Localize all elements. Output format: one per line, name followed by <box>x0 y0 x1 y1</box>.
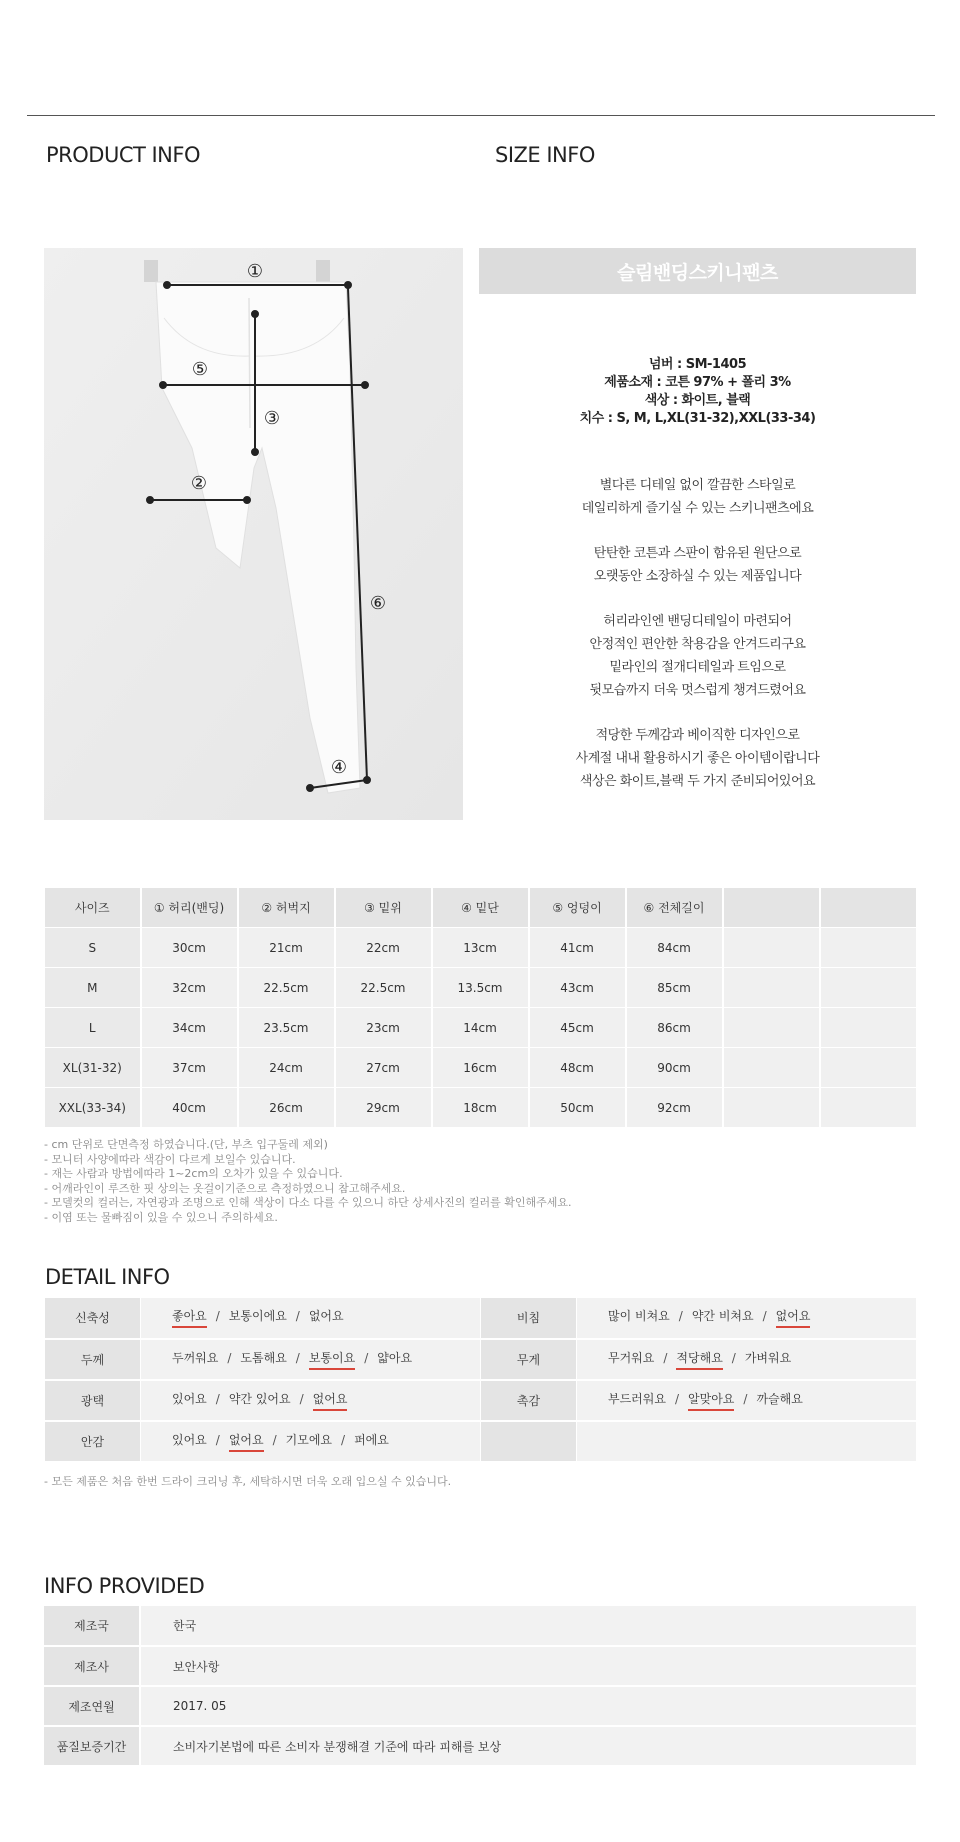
size-header: ⑤ 엉덩이 <box>529 888 626 928</box>
note-line: - 모니터 사양에따라 색감이 다르게 보일수 있습니다. <box>44 1152 296 1166</box>
table-cell: 23.5cm <box>238 1008 335 1048</box>
table-cell: 26cm <box>238 1088 335 1128</box>
label-4: ④ <box>330 757 348 778</box>
detail-options <box>141 1298 481 1339</box>
detail-info-heading: DETAIL INFO <box>45 1265 170 1289</box>
detail-options <box>141 1421 481 1462</box>
detail-option: 있어요 <box>172 1391 207 1406</box>
note-line: - 어깨라인이 루즈한 핏 상의는 옷걸이기준으로 측정하였으니 참고해주세요. <box>44 1181 406 1195</box>
size-table-header <box>45 888 917 928</box>
detail-label: 신축성 <box>45 1298 141 1339</box>
detail-options <box>141 1380 481 1421</box>
detail-option: 약간 비쳐요 <box>691 1309 754 1324</box>
table-cell <box>820 968 917 1008</box>
table-cell: 85cm <box>626 968 723 1008</box>
detail-label <box>481 1421 577 1462</box>
table-row <box>45 1008 917 1048</box>
size-header: ② 허벅지 <box>238 888 335 928</box>
table-row <box>44 1726 916 1766</box>
option-separator: / <box>227 1350 232 1365</box>
table-cell: XXL(33-34) <box>45 1088 141 1128</box>
detail-label: 무게 <box>481 1339 577 1380</box>
table-cell: 13cm <box>432 928 529 968</box>
table-cell <box>723 1048 820 1088</box>
size-header: 사이즈 <box>45 888 141 928</box>
detail-option-selected: 없어요 <box>313 1390 348 1411</box>
table-cell <box>723 928 820 968</box>
table-cell: 43cm <box>529 968 626 1008</box>
option-separator: / <box>295 1309 300 1324</box>
detail-row <box>45 1298 917 1339</box>
detail-label: 광택 <box>45 1380 141 1421</box>
care-note: - 모든 제품은 처음 한번 드라이 크리닝 후, 세탁하시면 더욱 오래 입으실 수 있습니다. <box>44 1475 452 1488</box>
table-row <box>44 1606 916 1646</box>
detail-row <box>45 1380 917 1421</box>
option-separator: / <box>674 1391 680 1406</box>
detail-options <box>577 1339 917 1380</box>
table-cell: 23cm <box>335 1008 432 1048</box>
table-cell: 16cm <box>432 1048 529 1088</box>
table-cell: 13.5cm <box>432 968 529 1008</box>
note-line: - 이염 또는 물빠짐이 있을 수 있으니 주의하세요. <box>44 1210 278 1224</box>
table-cell: S <box>45 928 141 968</box>
detail-option: 얇아요 <box>377 1350 413 1365</box>
detail-option: 까슬해요 <box>756 1391 803 1406</box>
size-header <box>723 888 820 928</box>
detail-options <box>141 1339 481 1380</box>
table-cell: 22cm <box>335 928 432 968</box>
option-separator: / <box>762 1309 767 1324</box>
note-line: - cm 단위로 단면측정 하였습니다.(단, 부츠 입구둘레 제외) <box>44 1138 328 1151</box>
product-description <box>479 474 916 815</box>
option-separator: / <box>272 1432 277 1447</box>
table-cell: 41cm <box>529 928 626 968</box>
detail-options <box>577 1380 917 1421</box>
table-cell <box>723 1088 820 1128</box>
detail-option: 있어요 <box>172 1432 207 1447</box>
detail-option-selected: 알맞아요 <box>688 1390 734 1411</box>
option-separator: / <box>215 1309 220 1324</box>
detail-option: 약간 있어요 <box>228 1391 291 1406</box>
table-row <box>44 1646 916 1686</box>
table-cell: 48cm <box>529 1048 626 1088</box>
table-cell: 50cm <box>529 1088 626 1128</box>
size-header: ③ 밑위 <box>335 888 432 928</box>
table-cell: 22.5cm <box>238 968 335 1008</box>
option-separator: / <box>341 1432 346 1447</box>
spec-number: 넘버 : SM-1405 <box>648 357 747 372</box>
table-cell: XL(31-32) <box>45 1048 141 1088</box>
spec-color: 색상 : 화이트, 블랙 <box>644 393 751 408</box>
detail-table <box>44 1297 917 1463</box>
table-cell <box>820 1008 917 1048</box>
detail-label: 촉감 <box>481 1380 577 1421</box>
table-cell: 84cm <box>626 928 723 968</box>
table-cell <box>723 968 820 1008</box>
table-row <box>45 968 917 1008</box>
option-separator: / <box>678 1309 683 1324</box>
detail-option-selected: 적당해요 <box>676 1349 722 1370</box>
table-cell: 29cm <box>335 1088 432 1128</box>
option-separator: / <box>295 1350 300 1365</box>
table-cell <box>723 1008 820 1048</box>
size-info-heading: SIZE INFO <box>495 143 595 167</box>
product-specs <box>479 356 916 428</box>
size-header: ⑥ 전체길이 <box>626 888 723 928</box>
spec-sizes: 치수 : S, M, L,XL(31-32),XXL(33-34) <box>579 411 816 426</box>
spec-material: 제품소재 : 코튼 97% + 폴리 3% <box>604 375 791 390</box>
option-separator: / <box>731 1350 736 1365</box>
info-value: 보안사항 <box>140 1646 916 1686</box>
detail-option: 퍼에요 <box>354 1432 389 1447</box>
table-cell: 24cm <box>238 1048 335 1088</box>
description-paragraph: 탄탄한 코튼과 스판이 함유된 원단으로 오랫동안 소장하실 수 있는 제품입니다 <box>593 546 802 584</box>
table-cell: 92cm <box>626 1088 723 1128</box>
info-label: 제조연월 <box>44 1686 140 1726</box>
table-cell: 90cm <box>626 1048 723 1088</box>
detail-options <box>577 1421 917 1462</box>
label-2: ② <box>190 473 208 494</box>
table-cell: 21cm <box>238 928 335 968</box>
info-provided-heading: INFO PROVIDED <box>44 1574 205 1598</box>
info-value: 소비자기본법에 따른 소비자 분쟁해결 기준에 따라 피해를 보상 <box>140 1726 916 1766</box>
label-1: ① <box>246 261 264 282</box>
table-cell: L <box>45 1008 141 1048</box>
description-paragraph: 적당한 두께감과 베이직한 디자인으로 사계절 내내 활용하시기 좋은 아이템이랍니다 색상은 화이트,블랙 두 가지 준비되어있어요 <box>575 728 820 789</box>
info-label: 제조사 <box>44 1646 140 1686</box>
hanger-clip-right <box>316 260 330 282</box>
table-cell: 18cm <box>432 1088 529 1128</box>
detail-options <box>577 1298 917 1339</box>
table-cell <box>820 1088 917 1128</box>
table-cell: 32cm <box>141 968 238 1008</box>
label-6: ⑥ <box>369 593 387 614</box>
info-provided-table <box>44 1606 916 1767</box>
size-header <box>820 888 917 928</box>
table-cell: M <box>45 968 141 1008</box>
detail-option: 도톰해요 <box>240 1350 287 1365</box>
table-cell: 27cm <box>335 1048 432 1088</box>
detail-option-selected: 없어요 <box>776 1307 811 1328</box>
detail-option: 가벼워요 <box>744 1350 792 1365</box>
detail-option-selected: 좋아요 <box>172 1307 207 1328</box>
option-separator: / <box>299 1391 304 1406</box>
info-label: 품질보증기간 <box>44 1726 140 1766</box>
table-cell: 22.5cm <box>335 968 432 1008</box>
info-label: 제조국 <box>44 1606 140 1646</box>
product-name-bar: 슬림밴딩스키니팬츠 <box>479 248 916 294</box>
option-separator: / <box>743 1391 748 1406</box>
size-header: ① 허리(밴딩) <box>141 888 238 928</box>
table-cell: 14cm <box>432 1008 529 1048</box>
detail-label: 안감 <box>45 1421 141 1462</box>
option-separator: / <box>663 1350 668 1365</box>
table-row <box>44 1686 916 1726</box>
detail-option: 기모에요 <box>285 1432 333 1447</box>
detail-option: 없어요 <box>308 1309 344 1324</box>
detail-option-selected: 없어요 <box>229 1431 264 1452</box>
size-header: ④ 밑단 <box>432 888 529 928</box>
detail-row <box>45 1339 917 1380</box>
info-value: 2017. 05 <box>140 1686 916 1726</box>
hanger-clip-left <box>144 260 158 282</box>
table-cell: 40cm <box>141 1088 238 1128</box>
detail-option: 부드러워요 <box>608 1391 666 1406</box>
label-3: ③ <box>263 408 281 429</box>
note-line: - 재는 사람과 방법에따라 1~2cm의 오차가 있을 수 있습니다. <box>44 1167 343 1180</box>
option-separator: / <box>364 1350 369 1365</box>
table-cell: 37cm <box>141 1048 238 1088</box>
description-paragraph: 허리라인엔 밴딩디테일이 마련되어 안정적인 편안한 착용감을 안겨드리구요 밑라인의 절개디테일과 트임으로 뒷모습까지 더욱 멋스럽게 챙겨드렸어요 <box>589 614 806 698</box>
product-photo <box>44 248 463 820</box>
description-paragraph: 별다른 디테일 없이 깔끔한 스타일로 데일리하게 즐기실 수 있는 스키니팬츠에요 <box>581 478 814 516</box>
note-line: - 모델컷의 컬러는, 자연광과 조명으로 인해 색상이 다소 다를 수 있으니 하단 상세사진의 컬러를 확인해주세요. <box>44 1196 572 1209</box>
detail-row <box>45 1421 917 1462</box>
measurement-diagram <box>44 248 463 820</box>
product-info-heading: PRODUCT INFO <box>46 143 201 167</box>
table-cell: 45cm <box>529 1008 626 1048</box>
table-cell: 34cm <box>141 1008 238 1048</box>
table-cell: 86cm <box>626 1008 723 1048</box>
info-value: 한국 <box>140 1606 916 1646</box>
detail-option: 많이 비쳐요 <box>608 1309 670 1324</box>
size-notes <box>44 1138 924 1225</box>
table-cell: 30cm <box>141 928 238 968</box>
size-table <box>44 887 918 1128</box>
table-row <box>45 928 917 968</box>
detail-option-selected: 보통이요 <box>309 1349 355 1370</box>
detail-option: 두꺼워요 <box>172 1350 219 1365</box>
table-cell <box>820 928 917 968</box>
option-separator: / <box>215 1391 220 1406</box>
table-row <box>45 1048 917 1088</box>
table-cell <box>820 1048 917 1088</box>
top-divider <box>27 115 935 116</box>
detail-label: 두께 <box>45 1339 141 1380</box>
detail-label: 비침 <box>481 1298 577 1339</box>
option-separator: / <box>215 1432 220 1447</box>
table-row <box>45 1088 917 1128</box>
detail-option: 보통이에요 <box>228 1309 287 1324</box>
label-5: ⑤ <box>191 359 209 380</box>
detail-option: 무거워요 <box>608 1350 655 1365</box>
